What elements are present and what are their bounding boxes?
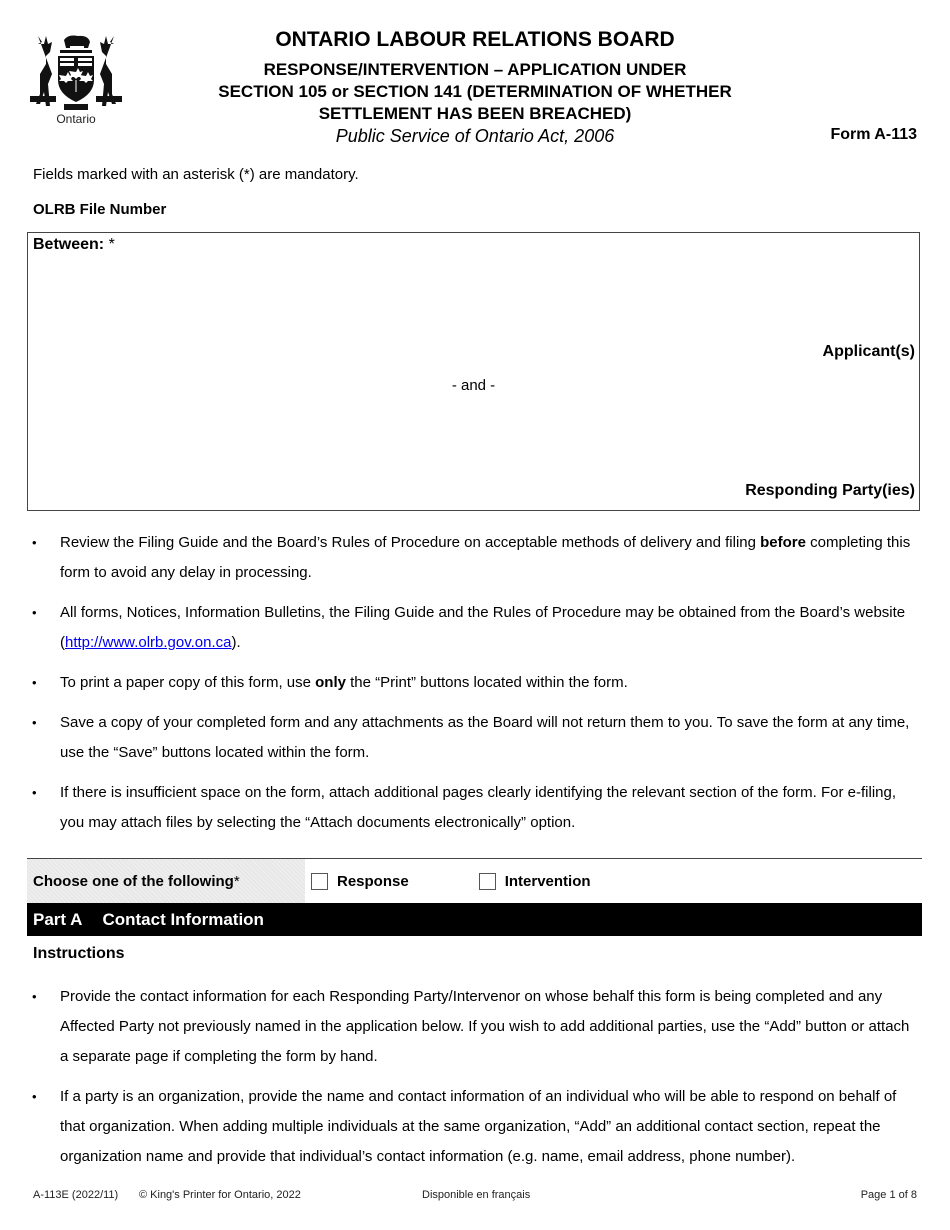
applicant-label: Applicant(s): [822, 343, 915, 360]
bullet-text: All forms, Notices, Information Bulletins, the Filing Guide and the Rules of Procedure may be obtained from the Board’s website (: [60, 604, 906, 651]
instructions-heading: Instructions: [33, 945, 125, 962]
intervention-option[interactable]: [479, 873, 591, 890]
response-option-label: Response: [337, 872, 409, 890]
response-option[interactable]: [311, 873, 409, 890]
logo-caption: Ontario: [56, 112, 96, 126]
part-number: Part A: [33, 909, 83, 929]
form-subtitle-line-2: SECTION 105 or SECTION 141 (DETERMINATION OF WHETHER: [218, 82, 732, 101]
general-instructions-list: [30, 528, 920, 848]
part-a-instructions-list: [30, 982, 920, 1182]
list-item: [30, 598, 920, 658]
required-asterisk: *: [233, 872, 240, 890]
bullet-text: ).: [231, 634, 241, 651]
choose-one-row: [27, 858, 922, 903]
form-title-block: [180, 27, 770, 147]
choose-one-label: [27, 859, 305, 903]
between-parties-box: [27, 232, 920, 511]
between-label: [33, 236, 115, 254]
list-item: • If there is insufficient space on the form, attach additional pages clearly identifying the relevant section of the form. For e-filing, you may attach files by selecting the “Attach documents electronically” option.: [30, 778, 920, 838]
form-subtitle-line-3: SETTLEMENT HAS BEEN BREACHED): [318, 104, 632, 123]
list-item: [30, 668, 920, 698]
olrb-website-link[interactable]: http://www.olrb.gov.on.ca: [65, 634, 232, 651]
choose-one-label-text: Choose one of the following: [33, 872, 234, 890]
bullet-text: the “Print” buttons located within the form.: [345, 674, 628, 691]
list-item: • Save a copy of your completed form and any attachments as the Board will not return them to you. To save the form at any time, use the “Save” buttons located within the form.: [30, 708, 920, 768]
required-asterisk: *: [104, 236, 115, 253]
part-a-section-header: [27, 903, 922, 936]
and-separator: - and -: [451, 377, 496, 394]
olrb-file-number-label: OLRB File Number: [33, 201, 167, 218]
mandatory-fields-note: Fields marked with an asterisk (*) are mandatory.: [33, 166, 359, 183]
footer-french-availability: Disponible en français: [422, 1189, 531, 1201]
bullet-emphasis: only: [315, 674, 346, 691]
intervention-option-label: Intervention: [504, 872, 591, 890]
bullet-text: To print a paper copy of this form, use: [60, 674, 316, 691]
bullet-text: Review the Filing Guide and the Board’s Rules of Procedure on acceptable methods of delivery and filing: [60, 534, 761, 551]
intervention-checkbox[interactable]: [479, 873, 496, 890]
footer-copyright: © King's Printer for Ontario, 2022: [139, 1189, 301, 1201]
bullet-emphasis: before: [760, 534, 806, 551]
list-item: [30, 528, 920, 588]
list-item: • If a party is an organization, provide the name and contact information of an individual who will be able to respond on behalf of that organization. When adding multiple individuals at the same organization, “Add” an additional contact section, repeat the organization name and provide that individual’s contact information (e.g. name, email address, phone number).: [30, 1082, 920, 1172]
between-label-text: Between:: [33, 236, 105, 253]
bullet-text: completing this form to avoid any delay in processing.: [60, 534, 911, 581]
board-title: ONTARIO LABOUR RELATIONS BOARD: [275, 28, 675, 51]
responding-party-field[interactable]: [32, 401, 915, 479]
footer-page-number: Page 1 of 8: [860, 1189, 917, 1201]
applicant-field[interactable]: [32, 259, 915, 339]
response-checkbox[interactable]: [311, 873, 328, 890]
act-name: Public Service of Ontario Act, 2006: [335, 126, 615, 146]
form-subtitle-line-1: RESPONSE/INTERVENTION – APPLICATION UNDER: [263, 60, 687, 79]
list-item: • Provide the contact information for each Responding Party/Intervenor on whose behalf this form is being completed and any Affected Party not previously named in the application below. If you wish to add additional parties, use the “Add” button or attach a separate page if completing the form by hand.: [30, 982, 920, 1072]
form-number: Form A-113: [830, 126, 917, 143]
form-subtitle: [180, 59, 770, 125]
footer-form-code: A-113E (2022/11): [33, 1189, 119, 1201]
responding-party-label: Responding Party(ies): [745, 482, 915, 499]
part-title: Contact Information: [102, 909, 264, 929]
